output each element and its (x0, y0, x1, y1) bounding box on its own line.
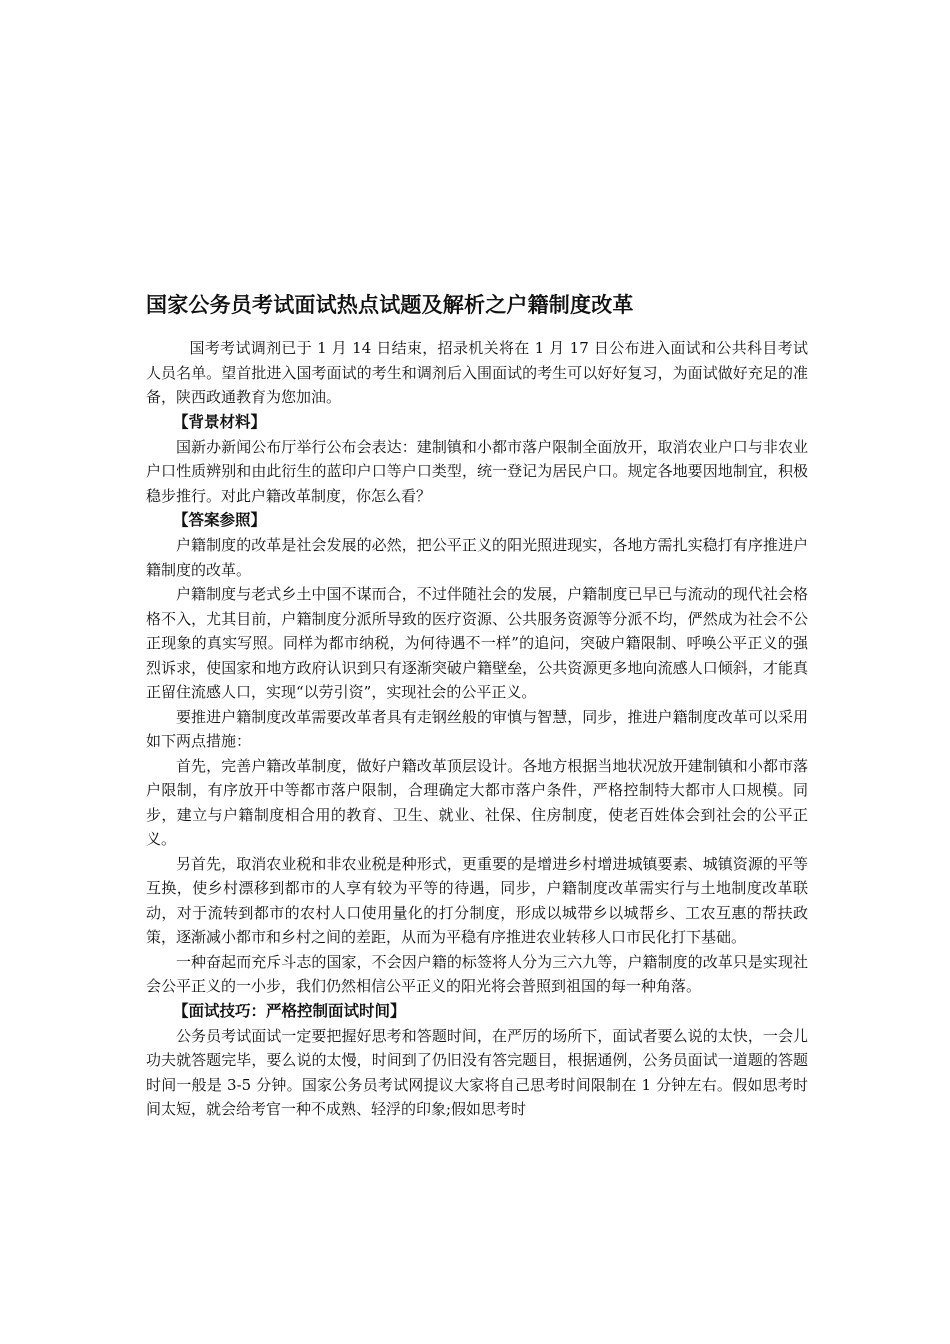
answer-heading: 【答案参照】 (173, 511, 267, 529)
document-page (146, 290, 808, 1122)
answer-paragraph-5: 另首先，取消农业税和非农业税是种形式，更重要的是增进乡村增进城镇要素、城镇资源的平等互换，使乡村漂移到都市的人享有较为平等的待遇，同步，户籍制度改革需实行与土地制度改革联动，对于流转到都市的农村人口使用量化的打分制度，形成以城带乡以城帮乡、工农互惠的帮扶政策，逐渐减小都市和乡村之间的差距，从而为平稳有序推进农业转移人口市民化打下基础。 (146, 854, 808, 946)
answer-paragraph-3: 要推进户籍制度改革需要改革者具有走钢丝般的审慎与智慧，同步，推进户籍制度改革可以采用如下两点措施： (146, 707, 808, 750)
tips-paragraph: 公务员考试面试一定要把握好思考和答题时间，在严厉的场所下，面试者要么说的太快，一会儿功夫就答题完毕，要么说的太慢，时间到了仍旧没有答完题目，根据通例，公务员面试一道题的答题时间一般是 3-5 分钟。国家公务员考试网提议大家将自己思考时间限制在 1 分钟左右。假如思考时间太短，就会给考官一种不成熟、轻浮的印象;假如思考时 (146, 1026, 808, 1118)
answer-paragraph-1: 户籍制度的改革是社会发展的必然，把公平正义的阳光照进现实，各地方需扎实稳打有序推进户籍制度的改革。 (146, 536, 808, 579)
intro-paragraph: 国考考试调剂已于 1 月 14 日结束，招录机关将在 1 月 17 日公布进入面试和公共科目考试人员名单。望首批进入国考面试的考生和调剂后入围面试的考生可以好好复习，为面试做好充足的准备，陕西政通教育为您加油。 (146, 339, 808, 406)
answer-paragraph-2: 户籍制度与老式乡土中国不谋而合，不过伴随社会的发展，户籍制度已早已与流动的现代社会格格不入，尤其目前，户籍制度分派所导致的医疗资源、公共服务资源等分派不均，俨然成为社会不公正现象的真实写照。同样为都市纳税，为何待遇不一样”的追问，突破户籍限制、呼唤公平正义的强烈诉求，使国家和地方政府认识到只有逐渐突破户籍壁垒，公共资源更多地向流感人口倾斜，才能真正留住流感人口，实现“以劳引资”，实现社会的公平正义。 (146, 585, 808, 701)
answer-paragraph-6: 一种奋起而充斥斗志的国家，不会因户籍的标签将人分为三六九等，户籍制度的改革只是实现社会公平正义的一小步，我们仍然相信公平正义的阳光将会普照到祖国的每一种角落。 (146, 952, 808, 995)
document-title: 国家公务员考试面试热点试题及解析之户籍制度改革 (146, 293, 634, 317)
answer-paragraph-4: 首先，完善户籍改革制度，做好户籍改革顶层设计。各地方根据当地状况放开建制镇和小都市落户限制，有序放开中等都市落户限制，合理确定大都市落户条件，严格控制特大都市人口规模。同步，建立与户籍制度相合用的教育、卫生、就业、社保、住房制度，使老百姓体会到社会的公平正义。 (146, 756, 808, 848)
background-heading: 【背景材料】 (173, 412, 267, 431)
tips-heading: 【面试技巧：严格控制面试时间】 (173, 1001, 406, 1020)
background-paragraph: 国新办新闻公布厅举行公布会表达：建制镇和小都市落户限制全面放开，取消农业户口与非农业户口性质辨别和由此衍生的蓝印户口等户口类型，统一登记为居民户口。规定各地要因地制宜，积极稳步推行。对此户籍改革制度，你怎么看？ (146, 437, 808, 505)
